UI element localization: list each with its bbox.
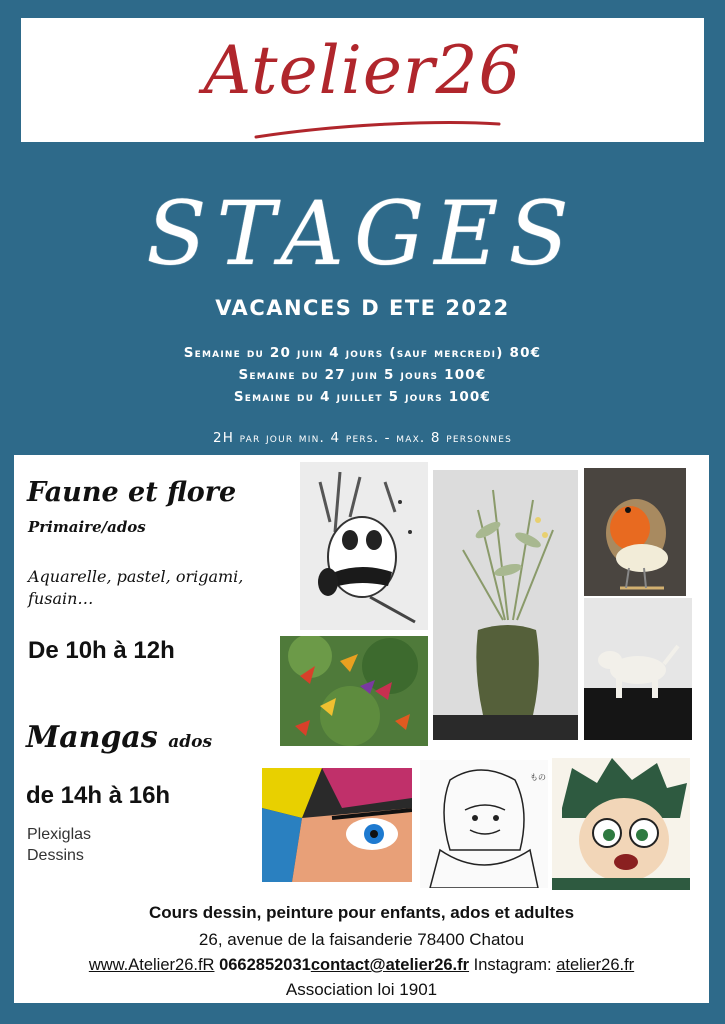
course2-time: de 14h à 16h: [26, 782, 171, 809]
footer-contact-line: [14, 956, 709, 975]
footer-address: 26, avenue de la faisanderie 78400 Chatou: [198, 930, 525, 949]
dog-sculpture-photo: [584, 598, 692, 740]
instagram-link[interactable]: atelier26.fr: [556, 956, 635, 974]
week-line-2: Semaine du 27 juin 5 jours 100€: [238, 367, 487, 383]
manga-deku-drawing: [552, 758, 690, 890]
vase-flowers-photo: [433, 470, 578, 740]
svg-text:もの: もの: [530, 773, 546, 782]
course1-level: Primaire/ados: [28, 518, 146, 536]
course1-title: Faune et flore: [27, 477, 237, 508]
email-link[interactable]: contact@atelier26.fr: [310, 956, 470, 974]
footer-courses-line: Cours dessin, peinture pour enfants, ados et adultes: [148, 903, 575, 922]
logo-underline-swoosh: [21, 18, 704, 142]
course2-materials: [27, 824, 91, 866]
manga-mononoke-drawing: [420, 760, 548, 888]
course2-title: Mangas: [26, 720, 158, 755]
logo-text: Atelier26: [203, 32, 522, 109]
week-line-3: Semaine du 4 juillet 5 jours 100€: [233, 389, 492, 405]
hours-capacity-line: 2H par jour min. 4 pers. - max. 8 personnes: [212, 430, 513, 446]
course1-techniques: Aquarelle, pastel, origami, fusain…: [28, 567, 244, 608]
course2-material-1: Plexiglas: [27, 826, 92, 843]
course1-time: De 10h à 12h: [28, 637, 175, 664]
stages-title: STAGES: [146, 182, 579, 285]
footer-association: Association loi 1901: [285, 980, 438, 999]
week-schedule: [0, 342, 725, 408]
phone-number: 0662852031: [219, 956, 311, 974]
instagram-label: Instagram:: [473, 956, 552, 974]
course2-level: ados: [168, 732, 213, 752]
course2-material-2: Dessins: [27, 847, 84, 864]
week-line-1: Semaine du 20 juin 4 jours (sauf mercredi) 80€: [183, 345, 542, 361]
panda-watercolor-photo: [300, 462, 428, 630]
robin-pastel-photo: [584, 468, 686, 596]
origami-birds-photo: [280, 636, 428, 746]
course2-heading: [26, 720, 212, 755]
website-link[interactable]: www.Atelier26.fR: [88, 956, 215, 974]
manga-plexiglas-photo: [262, 768, 412, 882]
logo-band: [21, 18, 704, 142]
season-subtitle: VACANCES D ETE 2022: [215, 296, 510, 320]
